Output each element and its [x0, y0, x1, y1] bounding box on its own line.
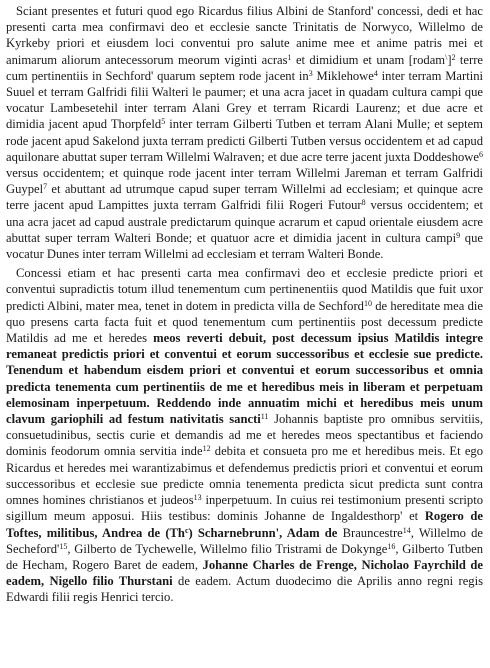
text-run: de hereditate mea die quo presens carta facta fuit et quod tenementum cum pertinentiis post decessum predicte Matildis ad me et heredes [6, 298, 484, 346]
footnote-marker: c [184, 525, 189, 535]
footnote-marker: 7 [43, 182, 48, 192]
text-run: , Gilberto Tutben de Hecham, Rogero Baret de eadem, [6, 541, 484, 572]
footnote-marker: 15 [59, 541, 68, 551]
text-run: , Gilberto de Tychewelle, Willelmo filio Tristrami de Dokynge [67, 541, 388, 556]
footnote-marker: 11 [260, 412, 269, 422]
footnote-marker: \ [445, 52, 448, 62]
text-run: Miklehowe [312, 68, 374, 83]
footnote-marker: 9 [456, 230, 461, 240]
text-run: terre cum pertinentiis in Sechford' quarum septem rode jacent in [6, 52, 483, 83]
text-run: inter terram Gilberti Tutben et terram Alani Mulle; et septem rode jacent apud Sakelond juxta terram predicti Gilberti Tutben versus occidentem et ad capud aquilonare abuttat super terram Willelmi Walraven; et due acre terre jacent juxta Doddeshowe [6, 117, 483, 164]
text-run: versus occidentem; et una acra jacet ad capud australe predictarum quinque acrarum et capud orientale eiusdem acre abuttat super terram Walteri Bonde; et quatuor acre et dimidia jacent in cultura campi [6, 198, 483, 245]
bold-text-run: ) Scharnebrunn', Adam de [188, 525, 338, 540]
text-run: de eadem. Actum duodecimo die Aprilis anno regni regis Edwardi filii regis Henrici tercio. [6, 574, 483, 605]
text-run: , Willelmo de Secheford' [6, 525, 484, 556]
footnote-marker: 16 [387, 541, 396, 551]
text-run: debita et consueta pro me et heredibus meis. Et ego Ricardus et heredes mei warantizabimus et defendemus predictis priori et conventui et eorum successoribus et ecclesie sue predicte omnia tenementa predicta sicut predicta sunt contra omnes homines christianos et judeos [6, 444, 484, 508]
text-run: inter terram Martini Suuel et terram Galfridi filii Walteri le paumer; et una acra jacet in quadam cultura campi que vocatur Lambesetehil inter terram Alani Grey et terram Ricardi Laurenz; et due acre et dimidia jacent apud Thorpfeld [6, 68, 483, 132]
bold-text-run: Rogero de Toftes, militibus, Andrea de (Th [6, 509, 483, 540]
text-run: Concessi etiam et hac presenti carta mea confirmavi deo et ecclesie predicte priori et conventui supradictis totum illud tenementum cum pertinenentiis quod Matildis que fuit uxor predicti Albini, mater mea, tenet in dotem in predicta villa de Sechford [6, 266, 483, 313]
footnote-marker: 3 [308, 68, 313, 78]
charter-paragraph-1 [6, 3, 483, 262]
charter-paragraph-2 [6, 265, 483, 605]
footnote-marker: 5 [161, 117, 166, 127]
footnote-marker: 13 [193, 493, 202, 503]
bold-text-run: meos reverti debuit, post decessum ipsius Matildis integre remaneat predictis priori et conventui et eorum successoribus et ecclesie sue predicte. Tenendum et habendum eisdem priori et conventui et eorum successoribus et omnia predicta tenementa cum pertinentiis de me et heredibus meis in liberam et perpetuam elemosinam inperpetuum. Reddendo inde annuatim michi et heredibus meis unum clavum gariophili ad festum nativitatis sancti [6, 331, 483, 427]
bold-text-run: Johanne Charles de Frenge, Nicholao Fayrchild de eadem, Nigello filio Thurstani [6, 557, 483, 589]
text-run: et dimidium et unam [rodam [291, 52, 446, 67]
footnote-marker: 10 [363, 298, 372, 308]
footnote-marker: 2 [451, 52, 456, 62]
footnote-marker: 14 [402, 525, 411, 535]
text-run: Brauncestre [337, 525, 403, 540]
text-run: versus occidentem; et quinque rode jacent inter terram Willelmi Jareman et terram Galfridi Guypel [6, 166, 483, 197]
text-run: Johannis baptiste pro omnibus servitiis, consuetudinibus, sectis curie et demandis ad me et heredes meos spectantibus et faciendo dominis feodorum omnia servitia inde [6, 412, 483, 459]
text-run: inperpetuum. In cuius rei testimonium presenti scripto sigillum meum apposui. Hiis testibus: dominis Johanne de Ingaldesthorp' et [6, 493, 483, 524]
text-run: et abuttant ad utrumque capud super terram Willelmi ad ecclesiam; et quinque acre terre jacent apud Lampittes juxta terram Galfridi filii Rogeri Futour [6, 182, 483, 213]
text-run: Sciant presentes et futuri quod ego Ricardus filius Albini de Stanford' concessi, dedi et hac presenti carta mea confirmavi deo et ecclesie sancte Trinitatis de Norwyco, Willelmo de Kyrkeby priori et eiusdem loci conventui pro salute anime mee et anime patris mei et animarum aliorum antecessorum meorum viginti acras [6, 4, 483, 67]
footnote-marker: 12 [202, 444, 211, 454]
footnote-marker: 8 [361, 198, 366, 208]
footnote-marker: 4 [373, 68, 378, 78]
text-run: que vocatur Dunes inter terram Willelmi ad ecclesiam et terram Walteri Bonde. [6, 230, 483, 262]
footnote-marker: 1 [287, 52, 292, 62]
footnote-marker: 6 [479, 149, 483, 159]
text-run: ] [447, 52, 452, 67]
